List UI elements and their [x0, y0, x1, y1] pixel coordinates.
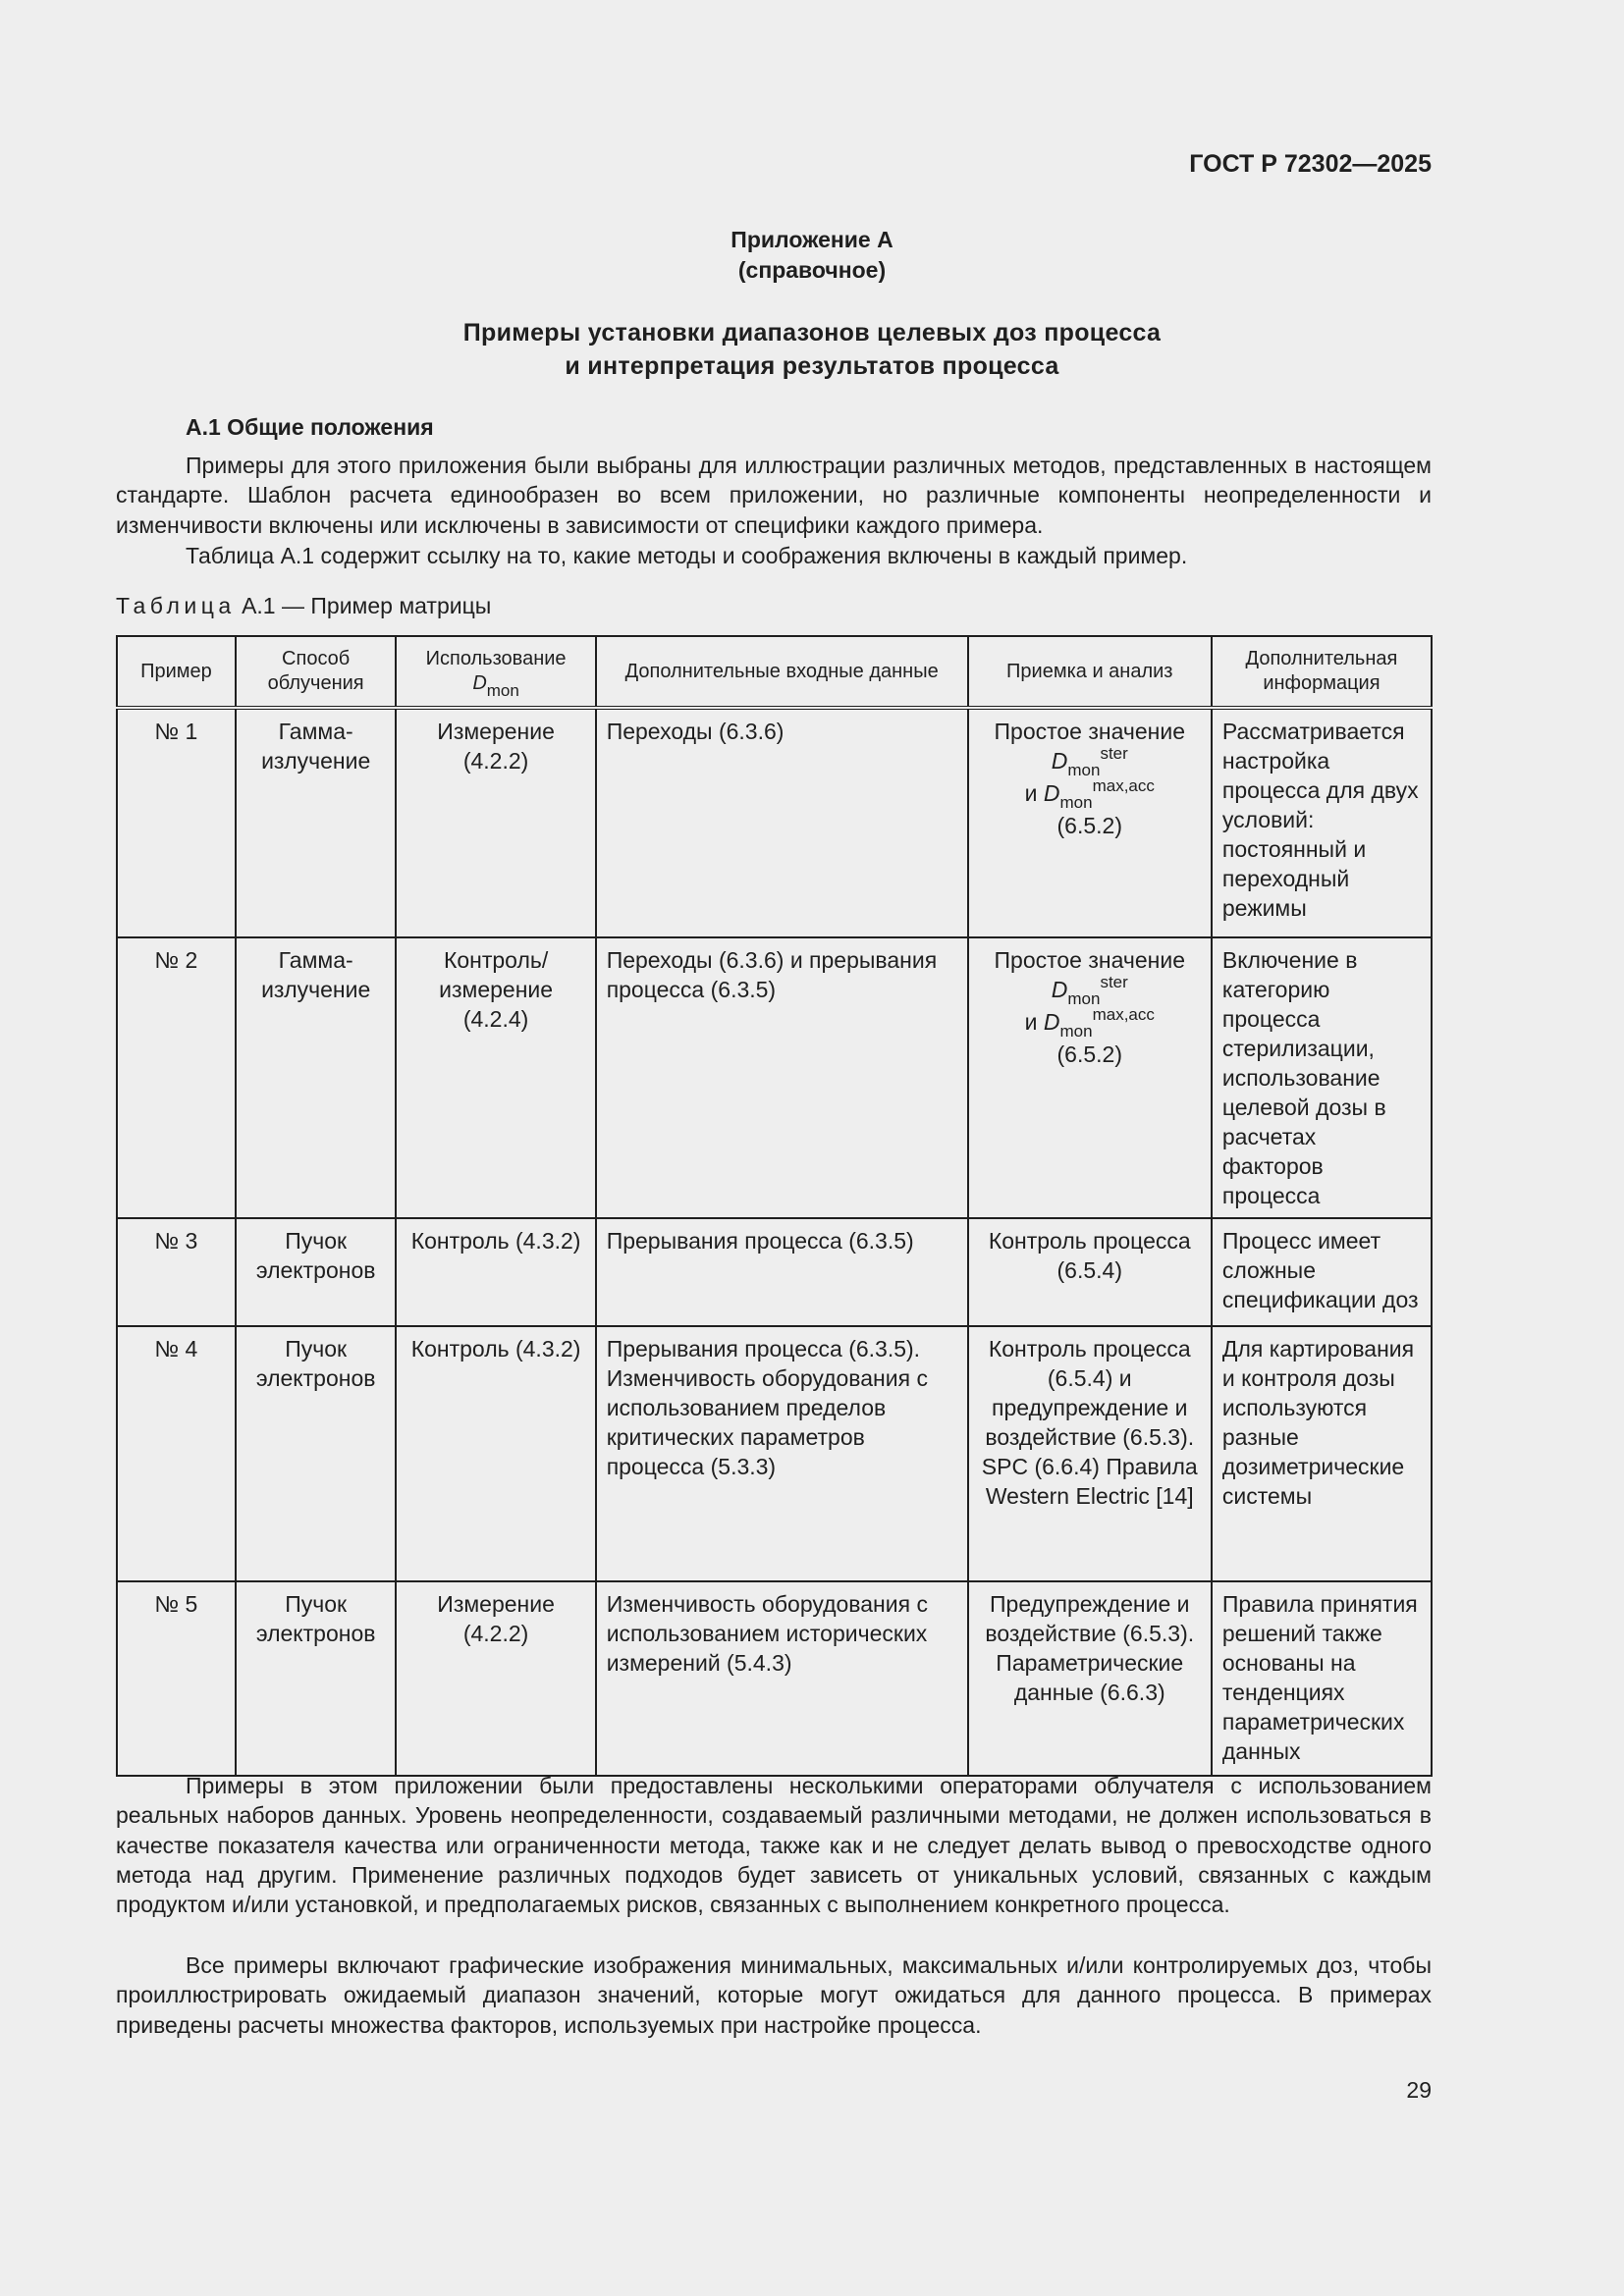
- cell-info: Рассматривается настройка процесса для двух условий: постоянный и переходный режимы: [1212, 708, 1432, 937]
- cell-method: Пучок электронов: [236, 1326, 397, 1581]
- cell-inputs: Изменчивость оборудования с использованием исторических измерений (5.4.3): [596, 1581, 968, 1776]
- cell-inputs: Прерывания процесса (6.3.5). Изменчивость оборудования с использованием пределов критических параметров процесса (5.3.3): [596, 1326, 968, 1581]
- cell-usage: Контроль/ измерение (4.2.4): [396, 937, 595, 1218]
- cell-example: № 4: [117, 1326, 236, 1581]
- acceptance-d-max: [979, 1007, 1201, 1040]
- d-subscript: mon: [486, 681, 519, 700]
- table-row: [117, 1326, 1432, 1581]
- cell-usage: Контроль (4.3.2): [396, 1218, 595, 1326]
- example-matrix-table: [116, 635, 1433, 1777]
- d-superscript: ster: [1100, 973, 1128, 991]
- cell-info: Включение в категорию процесса стерилизации, использование целевой дозы в расчетах факторов процесса: [1212, 937, 1432, 1218]
- header-usage-symbol: [405, 671, 586, 700]
- cell-acceptance: [968, 708, 1212, 937]
- table-caption-rest: А.1 — Пример матрицы: [242, 593, 492, 618]
- d-symbol: D: [1043, 1009, 1060, 1035]
- paragraph-1: [116, 451, 1432, 540]
- paragraph-2-text: Таблица А.1 содержит ссылку на то, какие методы и соображения включены в каждый пример.: [186, 543, 1188, 568]
- paragraph-4-text: Все примеры включают графические изображения минимальных, максимальных и/или контролируемых доз, чтобы проиллюстрировать ожидаемый диапазон значений, которые могут ожидаться для данного процесса. В примерах приведены расчеты множества факторов, используемых при настройке процесса.: [116, 1952, 1432, 2038]
- header-method: Способ облучения: [236, 636, 397, 708]
- section-heading: А.1 Общие положения: [186, 414, 434, 440]
- d-subscript: mon: [1059, 1022, 1093, 1041]
- acceptance-d-ster: [979, 975, 1201, 1007]
- cell-acceptance: Контроль процесса (6.5.4): [968, 1218, 1212, 1326]
- table-caption-word: Таблица: [116, 593, 236, 618]
- annex-heading: [0, 225, 1624, 286]
- standard-number: ГОСТ Р 72302—2025: [1189, 150, 1432, 178]
- title-line-2: и интерпретация результатов процесса: [565, 352, 1059, 380]
- paragraph-3-text: Примеры в этом приложении были предоставлены несколькими операторами облучателя с использованием реальных наборов данных. Уровень неопределенности, создаваемый различными методами, не должен использоваться в качестве показателя качества или ограниченности метода, также как и не следует делать вывод о превосходстве одного метода над другим. Применение различных подходов будет зависеть от уникальных условий, связанных с каждым продуктом и/или установкой, и предполагаемых рисков, связанных с выполнением конкретного процесса.: [116, 1773, 1432, 1918]
- page-number: 29: [1406, 2077, 1432, 2103]
- d-superscript: max,acc: [1092, 1005, 1155, 1024]
- cell-info: Процесс имеет сложные спецификации доз: [1212, 1218, 1432, 1326]
- d-symbol: D: [1051, 748, 1068, 774]
- header-inputs: Дополнительные входные данные: [596, 636, 968, 708]
- table-caption: [116, 593, 491, 619]
- paragraph-1-text: Примеры для этого приложения были выбраны для иллюстрации различных методов, представленных в настоящем стандарте. Шаблон расчета единообразен во всем приложении, но различные компоненты неопределенности и изменчивости включены или исключены в зависимости от специфики каждого примера.: [116, 453, 1432, 538]
- table-row: [117, 1581, 1432, 1776]
- cell-acceptance: [968, 937, 1212, 1218]
- table-header-row: [117, 636, 1432, 708]
- cell-inputs: Прерывания процесса (6.3.5): [596, 1218, 968, 1326]
- header-example: Пример: [117, 636, 236, 708]
- acceptance-d-max: [979, 778, 1201, 811]
- d-superscript: ster: [1100, 744, 1128, 763]
- cell-method: Гамма-излучение: [236, 708, 397, 937]
- cell-example: № 3: [117, 1218, 236, 1326]
- title-line-1: Примеры установки диапазонов целевых доз процесса: [462, 319, 1162, 347]
- cell-method: Пучок электронов: [236, 1218, 397, 1326]
- cell-example: № 1: [117, 708, 236, 937]
- d-subscript: mon: [1067, 761, 1101, 779]
- header-acceptance: Приемка и анализ: [968, 636, 1212, 708]
- annex-type: (справочное): [737, 257, 887, 283]
- header-usage: [396, 636, 595, 708]
- d-subscript: mon: [1067, 989, 1101, 1008]
- cell-usage: Контроль (4.3.2): [396, 1326, 595, 1581]
- paragraph-3: [116, 1771, 1432, 1919]
- cell-acceptance: Контроль процесса (6.5.4) и предупреждение и воздействие (6.5.3). SPC (6.6.4) Правила Western Electric [14]: [968, 1326, 1212, 1581]
- cell-acceptance: Предупреждение и воздействие (6.5.3). Параметрические данные (6.6.3): [968, 1581, 1212, 1776]
- acceptance-ref: (6.5.2): [1056, 813, 1122, 838]
- table-row: [117, 708, 1432, 937]
- d-subscript: mon: [1059, 793, 1093, 812]
- cell-usage: Измерение (4.2.2): [396, 1581, 595, 1776]
- table-row: [117, 1218, 1432, 1326]
- acceptance-ref: (6.5.2): [1056, 1041, 1122, 1067]
- acceptance-prefix: Простое значение: [994, 947, 1186, 973]
- cell-info: Правила принятия решений также основаны на тенденциях параметрических данных: [1212, 1581, 1432, 1776]
- acceptance-and: и: [1024, 780, 1038, 806]
- acceptance-prefix: Простое значение: [994, 719, 1186, 744]
- d-superscript: max,acc: [1092, 776, 1155, 795]
- d-symbol: D: [472, 672, 487, 694]
- header-usage-label: Использование: [425, 648, 567, 669]
- table-row: [117, 937, 1432, 1218]
- paragraph-4: [116, 1950, 1432, 2040]
- acceptance-d-ster: [979, 746, 1201, 778]
- cell-info: Для картирования и контроля дозы используются разные дозиметрические системы: [1212, 1326, 1432, 1581]
- cell-inputs: Переходы (6.3.6): [596, 708, 968, 937]
- cell-example: № 5: [117, 1581, 236, 1776]
- cell-example: № 2: [117, 937, 236, 1218]
- page-title: [0, 316, 1624, 383]
- annex-title: Приложение А: [731, 227, 893, 252]
- d-symbol: D: [1043, 780, 1060, 806]
- paragraph-2: [116, 541, 1432, 570]
- cell-method: Гамма-излучение: [236, 937, 397, 1218]
- cell-inputs: Переходы (6.3.6) и прерывания процесса (6.3.5): [596, 937, 968, 1218]
- header-info: Дополнительная информация: [1212, 636, 1432, 708]
- cell-method: Пучок электронов: [236, 1581, 397, 1776]
- cell-usage: Измерение (4.2.2): [396, 708, 595, 937]
- d-symbol: D: [1051, 977, 1068, 1002]
- acceptance-and: и: [1024, 1009, 1038, 1035]
